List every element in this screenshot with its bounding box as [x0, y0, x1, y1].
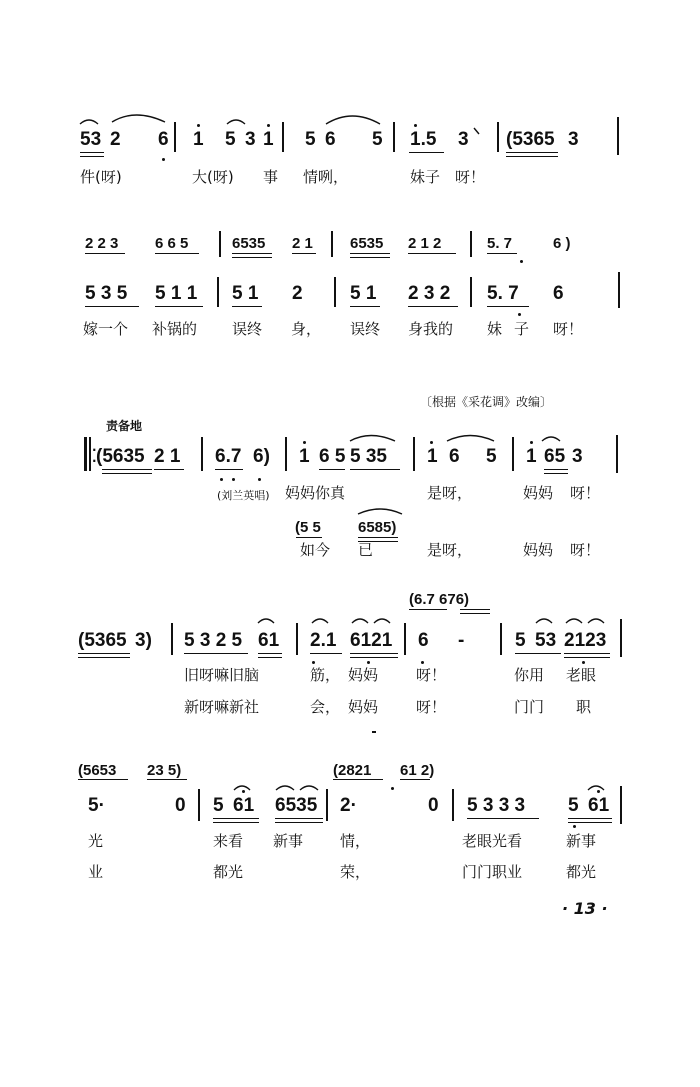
lyric: 情，	[340, 832, 371, 850]
lyric: 子	[514, 320, 530, 338]
barline	[171, 623, 173, 655]
lyric: 身，	[291, 320, 322, 338]
note-group: (5365	[506, 129, 555, 150]
note-group: 2 1	[292, 235, 313, 252]
lyric: 身我的	[408, 320, 454, 338]
beam-line	[408, 306, 458, 307]
source-note: 〔根据《采花调》改编〕	[420, 395, 553, 409]
repeat-dot-top: ·	[92, 443, 97, 457]
note-group: 3	[458, 129, 469, 150]
slur	[352, 619, 368, 623]
lyric: 新事	[273, 832, 304, 850]
note-group: 6 )	[553, 235, 571, 252]
beam-line	[147, 779, 187, 780]
note-group: 5	[305, 129, 316, 150]
note-group: 6535	[350, 235, 384, 252]
lyric: 新呀嘛新社	[184, 698, 260, 716]
lyric: 呀！	[416, 698, 447, 716]
note-group: 5 1	[232, 283, 259, 304]
note-group: (5 5	[295, 519, 321, 536]
note-group: 5	[486, 446, 497, 467]
lyric: 会，	[310, 698, 341, 716]
beam-line	[350, 653, 398, 654]
note-group: 53	[535, 630, 557, 651]
lyric: 老眼	[566, 666, 597, 684]
beam-line	[487, 253, 517, 254]
octave-dot	[391, 787, 394, 790]
octave-dot	[232, 478, 235, 481]
lyric: 职	[576, 698, 592, 716]
beam-line	[358, 537, 398, 538]
lyric: 妹子	[410, 168, 441, 186]
note-group: 1	[299, 446, 310, 467]
octave-dot	[414, 124, 417, 127]
note-group: 61	[588, 795, 610, 816]
note-group: 5	[568, 795, 579, 816]
beam-line	[350, 469, 400, 470]
octave-dot	[582, 661, 585, 664]
octave-dot	[367, 661, 370, 664]
note-group: 2	[292, 283, 303, 304]
repeat-start-bar	[84, 437, 87, 471]
beam-line	[409, 609, 447, 610]
octave-dot	[573, 825, 576, 828]
barline	[198, 789, 200, 821]
beam-line	[319, 469, 345, 470]
note-group: 2 1	[154, 446, 181, 467]
beam-line	[232, 257, 272, 258]
section-title: 责备地	[106, 419, 143, 433]
note-group: 2 1 2	[408, 235, 442, 252]
beam-line	[78, 779, 128, 780]
note-group: 5	[225, 129, 236, 150]
lyric: 都光	[213, 863, 244, 881]
octave-dot	[597, 790, 600, 793]
note-group: -	[458, 630, 465, 651]
beam-line	[296, 537, 322, 538]
octave-dot	[520, 260, 523, 263]
beam-line	[184, 653, 248, 654]
beam-line	[544, 469, 568, 470]
note-group: 5 35	[350, 446, 387, 467]
lyric: 妈妈	[348, 666, 379, 684]
octave-dot	[312, 661, 315, 664]
note-group: 23 5)	[147, 762, 182, 779]
barline	[331, 231, 333, 257]
note-group: 6121	[350, 630, 393, 651]
note-group: 5. 7	[487, 283, 519, 304]
beam-line	[213, 822, 259, 823]
repeat-start-bar-thin	[89, 437, 91, 471]
slur	[588, 786, 604, 790]
breath-mark	[474, 128, 479, 134]
note-group: 6	[553, 283, 564, 304]
slur	[566, 619, 582, 623]
note-group: 2·	[340, 795, 357, 816]
octave-dot	[242, 790, 245, 793]
octave-dot	[530, 441, 533, 444]
note-group: 1	[193, 129, 204, 150]
note-group: 53	[80, 129, 102, 150]
note-group: 6.7	[215, 446, 242, 467]
barline	[413, 437, 415, 471]
beam-line	[506, 152, 558, 153]
beam-line	[564, 657, 610, 658]
barline	[334, 277, 336, 307]
slur	[358, 509, 402, 514]
slur	[374, 619, 390, 623]
note-group: 1	[526, 446, 537, 467]
octave-dot	[430, 441, 433, 444]
beam-line	[78, 653, 130, 654]
barline	[217, 277, 219, 307]
beam-line	[568, 818, 612, 819]
beam-line	[80, 156, 104, 157]
note-group: 5	[515, 630, 526, 651]
octave-dot	[258, 478, 261, 481]
beam-line	[258, 653, 282, 654]
barline	[282, 122, 284, 152]
note-group: 6	[449, 446, 460, 467]
slur	[447, 436, 494, 442]
note-group: 2 3 2	[408, 283, 451, 304]
lyric: 门门职业	[462, 863, 523, 881]
stray-mark	[372, 731, 376, 733]
note-group: 6 6 5	[155, 235, 189, 252]
slur	[312, 619, 328, 623]
note-group: 3	[568, 129, 579, 150]
beam-line	[333, 779, 383, 780]
beam-line	[506, 156, 558, 157]
lyric: 妈妈	[348, 698, 379, 716]
slur	[588, 619, 604, 623]
note-group: (5635	[96, 446, 145, 467]
note-group: 0	[175, 795, 186, 816]
lyric: 如今	[300, 541, 331, 559]
note-group: 2 2 3	[85, 235, 119, 252]
lyric: 新事	[566, 832, 597, 850]
beam-line	[409, 152, 444, 153]
beam-line	[85, 253, 125, 254]
lyric: 是呀，	[427, 541, 473, 559]
lyric: 误终	[232, 320, 263, 338]
octave-dot	[267, 124, 270, 127]
beam-line	[292, 253, 316, 254]
note-group: 5. 7	[487, 235, 513, 252]
beam-line	[275, 818, 323, 819]
barline	[452, 789, 454, 821]
note-group: 5·	[88, 795, 105, 816]
note-group: (5365	[78, 630, 127, 651]
lyric: 大(呀)	[192, 168, 234, 186]
note-group: 5 3 2 5	[184, 630, 243, 651]
slur	[350, 436, 395, 442]
note-group: (5653	[78, 762, 117, 779]
barline	[618, 272, 620, 308]
beam-line	[350, 257, 390, 258]
lyric: 误终	[350, 320, 381, 338]
beam-line	[154, 469, 184, 470]
beam-line	[85, 306, 139, 307]
note-group: 6	[325, 129, 336, 150]
beam-line	[460, 613, 490, 614]
note-group: 61	[233, 795, 255, 816]
note-group: (6.7 676)	[409, 591, 470, 608]
note-group: 65	[544, 446, 566, 467]
lyric: 老眼光看	[462, 832, 523, 850]
beam-line	[275, 822, 323, 823]
lyric: 荣，	[340, 863, 371, 881]
barline	[296, 623, 298, 655]
beam-line	[544, 473, 568, 474]
repeat-dot-bottom: ·	[92, 454, 97, 468]
note-group: 3	[245, 129, 256, 150]
barline	[201, 437, 203, 471]
lyric: 呀！	[416, 666, 447, 684]
note-group: 3)	[135, 630, 152, 651]
lyric: 呀！	[553, 320, 584, 338]
slur	[227, 120, 245, 124]
lyric: 门门	[514, 698, 545, 716]
lyric: 是呀，	[427, 484, 473, 502]
note-group: 5 1 1	[155, 283, 198, 304]
beam-line	[155, 306, 203, 307]
octave-dot	[303, 441, 306, 444]
slur	[542, 437, 560, 441]
slur	[300, 786, 318, 790]
note-group: 1	[263, 129, 274, 150]
octave-dot	[162, 158, 165, 161]
note-group: 2	[110, 129, 121, 150]
octave-dot	[220, 478, 223, 481]
beam-line	[232, 306, 262, 307]
lyric: 来看	[213, 832, 244, 850]
lyric: 补锅的	[152, 320, 198, 338]
barline	[470, 231, 472, 257]
note-group: 6585)	[358, 519, 397, 536]
note-group: 2.1	[310, 630, 337, 651]
barline	[497, 122, 499, 152]
note-group: 5 3 5	[85, 283, 128, 304]
barline	[617, 117, 619, 155]
lyric: 嫁一个	[83, 320, 129, 338]
beam-line	[102, 473, 152, 474]
note-group: 0	[428, 795, 439, 816]
note-group: 5	[213, 795, 224, 816]
lyric: 妈妈	[523, 541, 554, 559]
page-number: · 13 ·	[562, 899, 608, 918]
beam-line	[487, 306, 529, 307]
beam-line	[215, 469, 243, 470]
beam-line	[467, 818, 539, 819]
barline	[393, 122, 395, 152]
note-group: 6535	[232, 235, 266, 252]
octave-dot	[421, 661, 424, 664]
lyric: 都光	[566, 863, 597, 881]
note-group: 61 2)	[400, 762, 435, 779]
barline	[616, 435, 618, 473]
barline	[620, 619, 622, 657]
note-group: 61	[258, 630, 280, 651]
beam-line	[408, 253, 456, 254]
lyric: 情咧，	[303, 168, 349, 186]
beam-line	[258, 657, 282, 658]
beam-line	[515, 653, 561, 654]
beam-line	[568, 822, 612, 823]
lyric: 呀！	[570, 541, 601, 559]
note-group: 1.5	[410, 129, 437, 150]
note-group: 1	[427, 446, 438, 467]
lyric: 呀！	[570, 484, 601, 502]
beam-line	[460, 609, 490, 610]
note-group: 5 3 3 3	[467, 795, 526, 816]
lyric: 业	[88, 863, 104, 881]
slur	[112, 115, 165, 122]
note-group: (2821	[333, 762, 372, 779]
lyric: 件(呀)	[80, 168, 122, 186]
beam-line	[102, 469, 152, 470]
note-group: 5 1	[350, 283, 377, 304]
beam-line	[80, 152, 104, 153]
slur	[326, 116, 380, 124]
barline	[174, 122, 176, 152]
beam-line	[232, 253, 272, 254]
slur	[276, 786, 294, 790]
slur	[258, 619, 274, 623]
note-group: 2123	[564, 630, 607, 651]
barline	[470, 277, 472, 307]
barline	[512, 437, 514, 471]
note-group: 6535	[275, 795, 318, 816]
lyric: 光	[88, 832, 104, 850]
note-group: 6 5	[319, 446, 346, 467]
slur	[536, 619, 552, 623]
lyric: 妈妈你真	[285, 484, 346, 502]
barline	[404, 623, 406, 655]
beam-line	[400, 779, 430, 780]
beam-line	[350, 657, 398, 658]
octave-dot	[197, 124, 200, 127]
lyric: 已	[358, 541, 374, 559]
lyric: 筋，	[310, 666, 341, 684]
note-group: 5	[372, 129, 383, 150]
lyric: 你用	[514, 666, 545, 684]
beam-line	[350, 253, 390, 254]
barline	[285, 437, 287, 471]
beam-line	[78, 657, 130, 658]
barline	[620, 786, 622, 824]
barline	[326, 789, 328, 821]
beam-line	[310, 653, 342, 654]
lyric: 妹	[487, 320, 503, 338]
note-group: 6	[418, 630, 429, 651]
beam-line	[350, 306, 380, 307]
octave-dot	[518, 313, 521, 316]
lyric: 事	[263, 168, 279, 186]
beam-line	[564, 653, 610, 654]
note-group: 3	[572, 446, 583, 467]
slur	[80, 120, 98, 124]
barline	[219, 231, 221, 257]
note-group: 6)	[253, 446, 270, 467]
note-group: 6	[158, 129, 169, 150]
barline	[500, 623, 502, 655]
beam-line	[155, 253, 199, 254]
beam-line	[358, 541, 398, 542]
lyric: 旧呀嘛旧脑	[184, 666, 260, 684]
beam-line	[213, 818, 259, 819]
lyric: 妈妈	[523, 484, 554, 502]
lyric: 呀！	[455, 168, 486, 186]
lyric: (刘兰英唱)	[217, 489, 270, 502]
